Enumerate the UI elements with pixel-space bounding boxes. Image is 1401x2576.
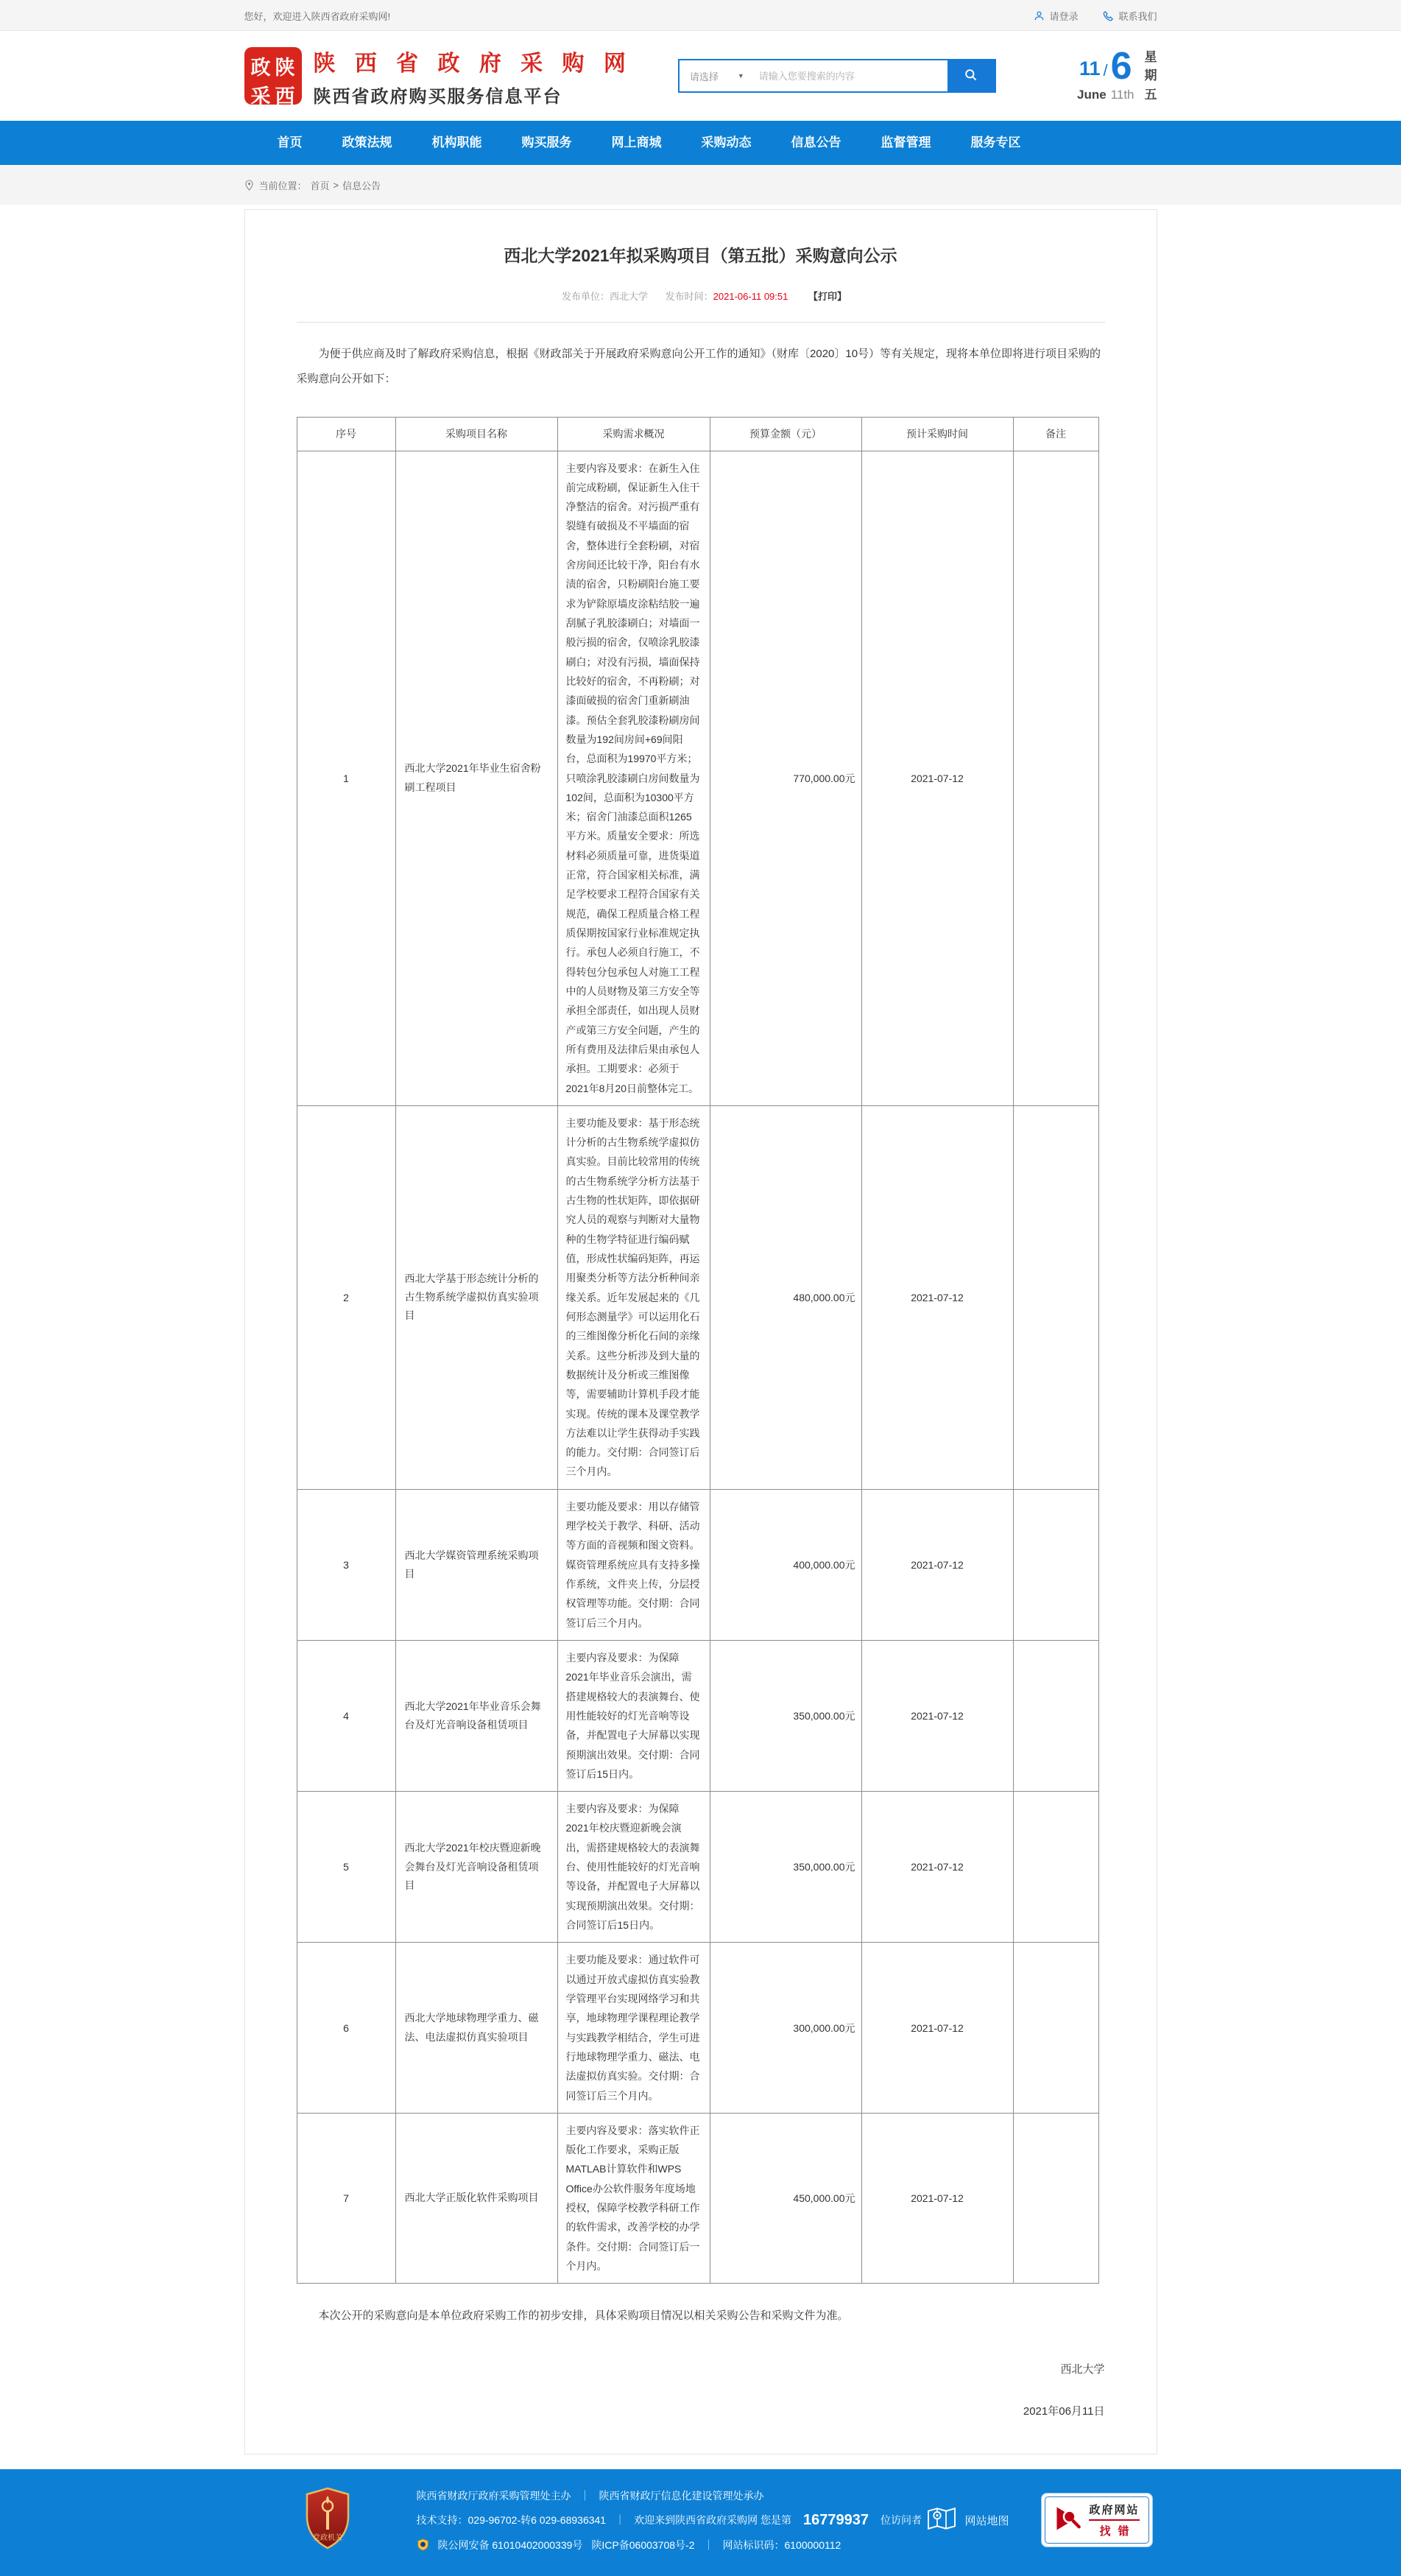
- cell-requirement: 主要内容及要求：为保障2021年校庆暨迎新晚会演出，需搭建规格较大的表演舞台、使用性能较好的灯光音响等设备，并配置电子大屏幕以实现预期演出效果。交付期：合同签订后15日内。: [557, 1792, 710, 1943]
- nav-item-announcements[interactable]: 信息公告: [791, 136, 841, 149]
- nav-item-home[interactable]: 首页: [277, 136, 303, 149]
- contact-link[interactable]: [1103, 9, 1157, 23]
- magnifier-icon: [964, 68, 978, 84]
- date-month: 11: [1079, 57, 1101, 80]
- cell-project-name: 西北大学基于形态统计分析的古生物系统学虚拟仿真实验项目: [395, 1105, 557, 1489]
- cell-budget: 350,000.00元: [710, 1792, 861, 1943]
- top-bar: [0, 0, 1401, 31]
- breadcrumb-prefix: 当前位置：: [258, 180, 307, 191]
- table-row: [297, 1943, 1098, 2114]
- icp-link[interactable]: 陕ICP备06003708号-2: [591, 2538, 695, 2551]
- cell-remark: [1013, 1640, 1098, 1791]
- nav-item-functions[interactable]: 机构职能: [431, 136, 482, 149]
- cell-no: 6: [297, 1943, 395, 2114]
- col-header-no: 序号: [297, 417, 395, 451]
- visitor-welcome-text: 欢迎来到陕西省政府采购网 您是第: [634, 2514, 791, 2527]
- signature-date: 2021年06月11日: [1023, 2404, 1105, 2418]
- cell-requirement: 主要功能及要求：通过软件可以通过开放式虚拟仿真实验教学管理平台实现网络学习和共享，地球物理学课程理论教学与实践教学相结合，学生可进行地球物理学重力、磁法、电法虚拟仿真实验。交付期：合同签订后三个月内。: [557, 1943, 710, 2114]
- cell-budget: 300,000.00元: [710, 1943, 861, 2114]
- cell-remark: [1013, 1943, 1098, 2114]
- breadcrumb-band: [0, 165, 1401, 205]
- search-input[interactable]: [753, 60, 947, 91]
- intro-paragraph: 为便于供应商及时了解政府采购信息，根据《财政部关于开展政府采购意向公开工作的通知》（财库〔2020〕10号）等有关规定，现将本单位即将进行项目采购的采购意向公开如下：: [296, 348, 1101, 385]
- cell-project-name: 西北大学2021年毕业音乐会舞台及灯光音响设备租赁项目: [395, 1640, 557, 1791]
- meta-divider: [297, 322, 1105, 323]
- map-icon: [926, 2505, 957, 2535]
- nav-item-procurement-news[interactable]: 采购动态: [701, 136, 752, 149]
- red-magnifier-icon: [1054, 2505, 1082, 2536]
- site-title: 陕 西 省 政 府 采 购 网: [313, 51, 632, 76]
- cell-project-name: 西北大学地球物理学重力、磁法、电法虚拟仿真实验项目: [395, 1943, 557, 2114]
- cell-requirement: 主要内容及要求：为保障2021年毕业音乐会演出，需搭建规格较大的表演舞台、使用性能较好的灯光音响等设备，并配置电子大屏幕以实现预期演出效果。交付期：合同签订后15日内。: [557, 1640, 710, 1791]
- undertaker-text: 陕西省财政厅信息化建设管理处承办: [599, 2489, 764, 2502]
- search-box: [678, 59, 996, 93]
- date-weekday: 星 期 五: [1144, 49, 1157, 102]
- cell-budget: 480,000.00元: [710, 1105, 861, 1489]
- table-row: [297, 2113, 1098, 2284]
- nav-item-service-zone[interactable]: 服务专区: [970, 136, 1021, 149]
- date-day: 6: [1110, 44, 1132, 88]
- phone-icon: [1103, 10, 1114, 21]
- cell-time: 2021-07-12: [861, 1792, 1013, 1943]
- col-header-name: 采购项目名称: [395, 417, 557, 451]
- person-icon: [1034, 10, 1045, 21]
- col-header-time: 预计采购时间: [861, 417, 1013, 451]
- chevron-down-icon: ▼: [737, 72, 744, 80]
- cell-no: 3: [297, 1489, 395, 1640]
- site-logo[interactable]: [244, 45, 632, 108]
- login-link[interactable]: [1034, 9, 1078, 23]
- nav-item-policies[interactable]: 政策法规: [342, 136, 392, 149]
- tech-support-text: 技术支持：029-96702-转6 029-68936341: [416, 2514, 607, 2527]
- nav-item-online-mall[interactable]: 网上商城: [611, 136, 662, 149]
- table-row: [297, 1105, 1098, 1489]
- table-header-row: [297, 417, 1098, 451]
- col-header-budget: 预算金额（元）: [710, 417, 861, 451]
- nav-item-supervision[interactable]: 监督管理: [881, 136, 931, 149]
- cell-requirement: 主要内容及要求：落实软件正版化工作要求，采购正版MATLAB计算软件和WPS Office办公软件服务年度场地授权，保障学校教学科研工作的软件需求，改善学校的办学条件。交付期：合同签订后一个月内。: [557, 2113, 710, 2284]
- welcome-text: 您好，欢迎进入陕西省政府采购网!: [244, 10, 391, 22]
- cell-time: 2021-07-12: [861, 2113, 1013, 2284]
- date-slash: /: [1103, 61, 1108, 80]
- cell-time: 2021-07-12: [861, 1105, 1013, 1489]
- breadcrumb-current[interactable]: 信息公告: [342, 180, 381, 191]
- badge-subtitle: 找错: [1099, 2525, 1137, 2538]
- search-select-label: 请选择: [689, 71, 719, 82]
- publish-time-value: 2021-06-11 09:51: [713, 291, 788, 302]
- beian-link[interactable]: 陕公网安备 61010402000339号: [437, 2538, 583, 2551]
- cell-time: 2021-07-12: [861, 1943, 1013, 2114]
- publisher-value: 西北大学: [610, 291, 649, 302]
- cell-remark: [1013, 451, 1098, 1105]
- cell-time: 2021-07-12: [861, 451, 1013, 1105]
- cell-no: 7: [297, 2113, 395, 2284]
- footer-line-3: 陕公网安备 61010402000339号 陕ICP备06003708号-2 ｜ 网站标识码：6100000112: [417, 2538, 922, 2552]
- site-code-text: 网站标识码：6100000112: [722, 2538, 841, 2551]
- cell-requirement: 主要内容及要求：在新生入住前完成粉刷，保证新生入住干净整洁的宿舍。对污损严重有裂缝有破损及不平墙面的宿舍，整体进行全套粉刷，对宿舍房间还比较干净，阳台有水渍的宿舍，只粉刷阳台施工要求为铲除原墙皮涂粘结胶一遍刮腻子乳胶漆刷白；对墙面一般污损的宿舍，仅喷涂乳胶漆刷白；对没有污损，墙面保持比较好的宿舍，不再粉刷；对漆面破损的宿舍门重新刷油漆。预估全套乳胶漆粉刷房间数量为192间房间+69间阳台，总面积为19970平方米；只喷涂乳胶漆刷白房间数量为102间，总面积为10300平方米；宿舍门油漆总面积1265平方米。质量安全要求：所选材料必须质量可靠，进货渠道正常，符合国家相关标准，满足学校要求工程符合国家有关规范，确保工程质量合格工程质保期按国家行业标准规定执行。承包人必须自行施工，不得转包分包承包人对施工工程中的人员财物及第三方安全等承担全部责任，如出现人员财产或第三方安全问题，产生的所有费用及法律后果由承包人承担。工期要求：必须于2021年8月20日前整体完工。: [557, 451, 710, 1105]
- login-label: 请登录: [1049, 10, 1079, 22]
- shield-label: 党政机关: [312, 2533, 342, 2542]
- col-header-desc: 采购需求概况: [557, 417, 710, 451]
- table-row: [297, 451, 1098, 1105]
- site-footer: [0, 2469, 1401, 2576]
- search-button[interactable]: [947, 60, 995, 91]
- article-card: [244, 209, 1157, 2454]
- cell-requirement: 主要功能及要求：用以存储管理学校关于教学、科研、活动等方面的音视频和图文资料。媒资管理系统应具有支持多操作系统，文件夹上传，分层授权管理等功能。交付期：合同签订后三个月内。: [557, 1489, 710, 1640]
- table-row: [297, 1640, 1098, 1791]
- cell-project-name: 西北大学正版化软件采购项目: [395, 2113, 557, 2284]
- date-widget: [1076, 44, 1157, 105]
- nav-item-purchase-service[interactable]: 购买服务: [521, 136, 572, 149]
- procurement-table: [297, 417, 1099, 2284]
- sitemap-link[interactable]: [926, 2505, 1009, 2535]
- cell-project-name: 西北大学2021年校庆暨迎新晚会舞台及灯光音响设备租赁项目: [395, 1792, 557, 1943]
- cell-remark: [1013, 1489, 1098, 1640]
- cell-budget: 400,000.00元: [710, 1489, 861, 1640]
- cell-no: 1: [297, 451, 395, 1105]
- article-meta: [297, 289, 1105, 303]
- badge-title: 政府网站: [1089, 2502, 1139, 2521]
- cell-no: 5: [297, 1792, 395, 1943]
- contact-label: 联系我们: [1118, 10, 1157, 22]
- date-english-month: June: [1076, 88, 1107, 102]
- police-badge-icon: [417, 2538, 429, 2551]
- date-english-day: 11th: [1110, 88, 1134, 102]
- cell-remark: [1013, 1105, 1098, 1489]
- cell-budget: 350,000.00元: [710, 1640, 861, 1791]
- publish-time-label: 发布时间：: [665, 291, 713, 302]
- sitemap-label: 网站地图: [964, 2514, 1009, 2527]
- signature-unit: 西北大学: [1060, 2362, 1105, 2376]
- cell-project-name: 西北大学媒资管理系统采购项目: [395, 1489, 557, 1640]
- print-button[interactable]: 【打印】: [808, 291, 847, 302]
- publisher-label: 发布单位：: [562, 291, 610, 302]
- site-subtitle: 陕西省政府购买服务信息平台: [313, 86, 562, 107]
- cell-requirement: 主要功能及要求：基于形态统计分析的古生物系统学虚拟仿真实验。目前比较常用的传统的古生物系统学分析方法基于古生物的性状矩阵，即依据研究人员的观察与判断对大量物种的生物学特征进行编码赋值，形成性状编码矩阵，再运用聚类分析等方法分析种间亲缘关系。近年发展起来的《几何形态测量学》可以运用化石的三维图像分析化石间的亲缘关系。这些分析涉及到大量的数据统计及分析或三维图像等，需要辅助计算机手段才能实现。传统的课本及课堂教学方法难以让学生获得动手实践的能力。交付期：合同签订后三个月内。: [557, 1105, 710, 1489]
- search-category-select[interactable]: [680, 60, 753, 91]
- cell-budget: 770,000.00元: [710, 451, 861, 1105]
- cell-budget: 450,000.00元: [710, 2113, 861, 2284]
- breadcrumb-separator: >: [333, 179, 339, 191]
- page-title: 西北大学2021年拟采购项目（第五批）采购意向公示: [504, 246, 897, 265]
- visitor-count: 16779937: [803, 2511, 869, 2528]
- cell-no: 2: [297, 1105, 395, 1489]
- col-header-remark: 备注: [1013, 417, 1098, 451]
- table-row: [297, 1489, 1098, 1640]
- closing-paragraph: 本次公开的采购意向是本单位政府采购工作的初步安排，具体采购项目情况以相关采购公告和采购文件为准。: [318, 2309, 849, 2323]
- visitor-suffix-text: 位访问者: [880, 2514, 922, 2527]
- cell-project-name: 西北大学2021年毕业生宿舍粉刷工程项目: [395, 451, 557, 1105]
- site-header: [0, 31, 1401, 121]
- cell-time: 2021-07-12: [861, 1489, 1013, 1640]
- footer-line-2: 技术支持：029-96702-转6 029-68936341 ｜ 欢迎来到陕西省政府采购网 您是第 16779937 位访问者: [416, 2511, 922, 2528]
- main-nav: [0, 121, 1401, 165]
- cell-remark: [1013, 1792, 1098, 1943]
- organizer-text: 陕西省财政厅政府采购管理处主办: [416, 2489, 571, 2502]
- cell-no: 4: [297, 1640, 395, 1791]
- footer-line-1: 陕西省财政厅政府采购管理处主办 ｜ 陕西省财政厅信息化建设管理处承办: [416, 2489, 764, 2502]
- location-pin-icon: [244, 180, 255, 191]
- party-gov-shield-icon: [303, 2487, 352, 2554]
- cell-time: 2021-07-12: [861, 1640, 1013, 1791]
- logo-seal-icon: 政 陕 采 西: [244, 47, 302, 105]
- breadcrumb-home[interactable]: 首页: [310, 180, 330, 191]
- cell-remark: [1013, 2113, 1098, 2284]
- table-row: [297, 1792, 1098, 1943]
- gov-site-error-report-badge[interactable]: [1041, 2493, 1152, 2547]
